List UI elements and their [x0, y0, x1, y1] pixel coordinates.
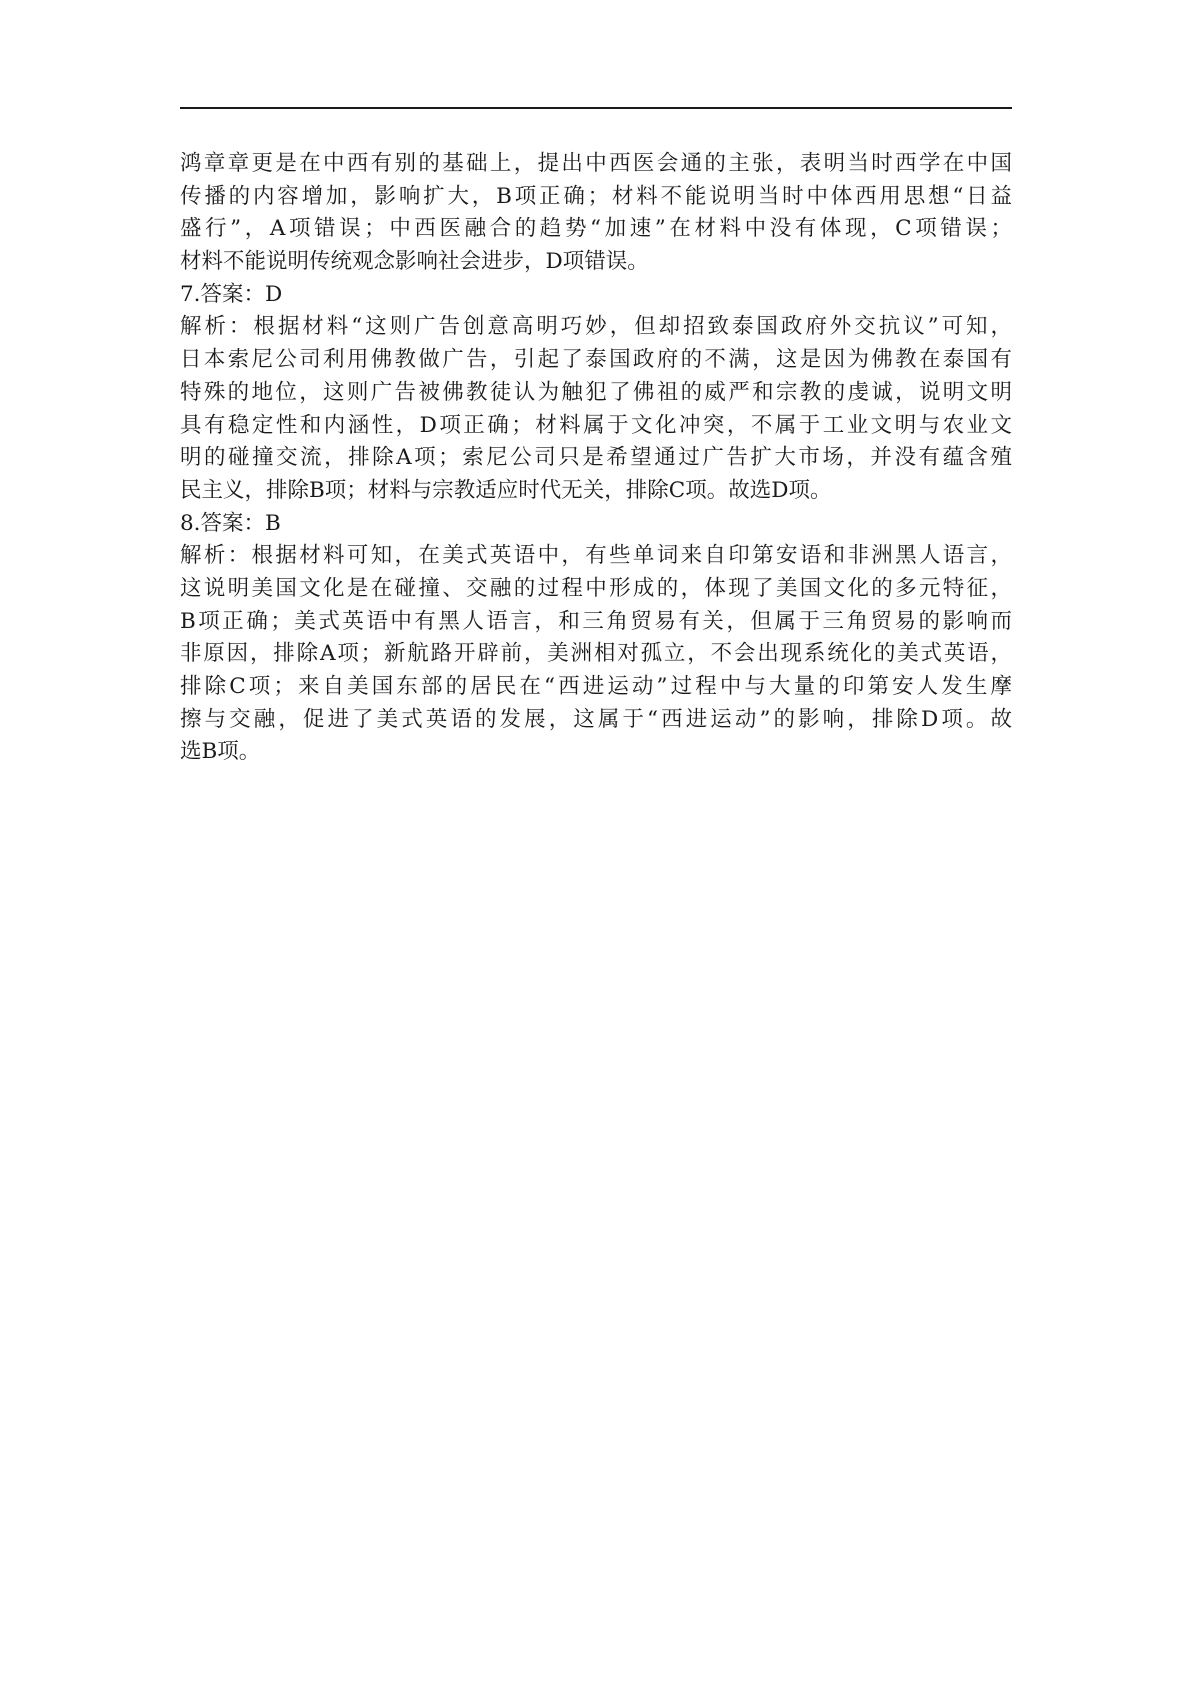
text-line: 明的碰撞交流，排除A项；索尼公司只是希望通过广告扩大市场，并没有蕴含殖	[180, 445, 1012, 471]
text-line: 这说明美国文化是在碰撞、交融的过程中形成的，体现了美国文化的多元特征，	[180, 575, 1012, 601]
answer-heading-8: 8.答案：B	[180, 510, 281, 536]
text-line: 解析：根据材料“这则广告创意高明巧妙，但却招致泰国政府外交抗议”可知，	[180, 314, 1012, 340]
text-line: 材料不能说明传统观念影响社会进步，D项错误。	[180, 249, 649, 275]
text-line: 擦与交融，促进了美式英语的发展，这属于“西进运动”的影响，排除D项。故	[180, 706, 1012, 732]
text-line: 传播的内容增加，影响扩大，B项正确；材料不能说明当时中体西用思想“日益	[180, 183, 1012, 209]
text-line: 解析：根据材料可知，在美式英语中，有些单词来自印第安语和非洲黑人语言，	[180, 543, 1012, 569]
text-line: 盛行”，A项错误；中西医融合的趋势“加速”在材料中没有体现，C项错误；	[180, 216, 1012, 242]
answer-heading-7: 7.答案：D	[180, 281, 283, 307]
document-body	[180, 148, 1012, 769]
text-line: 日本索尼公司利用佛教做广告，引起了泰国政府的不满，这是因为佛教在泰国有	[180, 347, 1012, 373]
text-line: B项正确；美式英语中有黑人语言，和三角贸易有关，但属于三角贸易的影响而	[180, 608, 1012, 634]
text-line: 民主义，排除B项；材料与宗教适应时代无关，排除C项。故选D项。	[180, 477, 832, 503]
text-line: 排除C项；来自美国东部的居民在“西进运动”过程中与大量的印第安人发生摩	[180, 674, 1012, 699]
text-line: 具有稳定性和内涵性，D项正确；材料属于文化冲突，不属于工业文明与农业文	[180, 412, 1012, 438]
text-line: 选B项。	[180, 739, 261, 765]
text-line: 鸿章章更是在中西有别的基础上，提出中西医会通的主张，表明当时西学在中国	[180, 151, 1012, 176]
header-rule	[180, 107, 1012, 109]
text-line: 非原因，排除A项；新航路开辟前，美洲相对孤立，不会出现系统化的美式英语，	[180, 641, 1012, 667]
text-line: 特殊的地位，这则广告被佛教徒认为触犯了佛祖的威严和宗教的虔诚，说明文明	[180, 379, 1012, 405]
